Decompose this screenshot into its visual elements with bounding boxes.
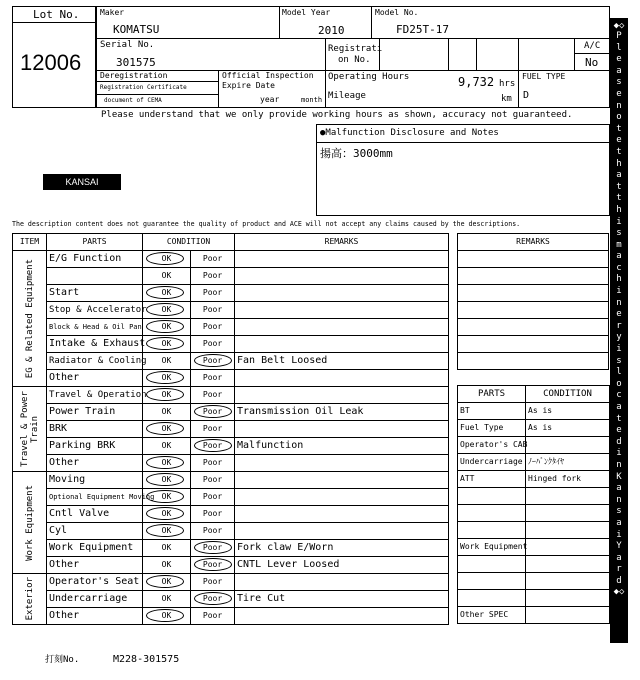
ok-label: OK xyxy=(161,458,172,467)
remark-cell: Malfunction xyxy=(235,438,449,455)
inspection-table xyxy=(12,233,449,625)
ok-cell xyxy=(143,370,191,387)
part-cell: Start xyxy=(47,285,143,302)
spec-part: BT xyxy=(458,403,526,420)
spec-part: Operator's CAB xyxy=(458,437,526,454)
remarks-cell xyxy=(458,353,609,370)
poor-cell xyxy=(191,540,235,557)
lot-number: 12006 xyxy=(20,50,82,75)
year-label: year xyxy=(260,95,280,104)
spec-row xyxy=(458,522,610,539)
disclaimer: The description content does not guarantee the quality of product and ACE will not accept any claims caused by the descriptions. xyxy=(12,220,521,228)
spec-row xyxy=(458,590,610,607)
remark-cell xyxy=(235,302,449,319)
official-inspection-label-1: Official Inspection xyxy=(222,71,314,80)
remark-cell: Fork claw E/Worn xyxy=(235,540,449,557)
part-cell: Travel & Operation xyxy=(47,387,143,404)
ok-label: OK xyxy=(161,322,172,331)
part-cell: Operator's Seat xyxy=(47,574,143,591)
remarks-row xyxy=(458,251,609,268)
poor-label: Poor xyxy=(202,407,223,416)
poor-label: Poor xyxy=(202,441,223,450)
fuel-type-label: FUEL TYPE xyxy=(522,72,566,81)
selected-oval xyxy=(194,354,232,367)
ok-cell xyxy=(143,591,191,608)
deregistration-label: Deregistration xyxy=(100,71,168,80)
ok-label: OK xyxy=(161,543,172,552)
item-group-label: Exterior xyxy=(24,577,35,621)
remarks-cell xyxy=(458,251,609,268)
ok-label: OK xyxy=(161,594,172,603)
item-group-cell xyxy=(13,251,47,387)
selected-oval xyxy=(194,558,232,571)
spec-condition xyxy=(526,573,610,590)
poor-label: Poor xyxy=(202,288,223,297)
table-row xyxy=(13,251,449,268)
poor-cell xyxy=(191,404,235,421)
remarks-row xyxy=(458,319,609,336)
lot-label: Lot No. xyxy=(33,8,80,21)
remark-cell xyxy=(235,608,449,625)
spec-condition xyxy=(526,522,610,539)
spec-row xyxy=(458,403,610,420)
selected-oval xyxy=(194,541,232,554)
ok-cell xyxy=(143,319,191,336)
poor-cell xyxy=(191,387,235,404)
remark-cell xyxy=(235,523,449,540)
diamond-icon: ◆◇ xyxy=(613,586,625,597)
poor-label: Poor xyxy=(202,594,223,603)
poor-label: Poor xyxy=(202,424,223,433)
part-cell: Undercarriage xyxy=(47,591,143,608)
part-cell xyxy=(47,268,143,285)
region-badge xyxy=(43,174,121,190)
selected-oval xyxy=(146,422,184,435)
model-no-label: Model No. xyxy=(375,8,419,17)
poor-cell xyxy=(191,336,235,353)
ok-cell xyxy=(143,608,191,625)
poor-label: Poor xyxy=(202,339,223,348)
remarks-row xyxy=(458,336,609,353)
ok-label: OK xyxy=(161,611,172,620)
ok-label: OK xyxy=(161,339,172,348)
table-row xyxy=(13,608,449,625)
table-row xyxy=(13,302,449,319)
ok-label: OK xyxy=(161,254,172,263)
spec-condition: As is xyxy=(526,420,610,437)
part-cell: Radiator & Cooling xyxy=(47,353,143,370)
spec-row xyxy=(458,454,610,471)
table-row xyxy=(13,370,449,387)
poor-cell xyxy=(191,591,235,608)
ok-cell xyxy=(143,285,191,302)
remarks-cell xyxy=(458,285,609,302)
poor-label: Poor xyxy=(202,492,223,501)
table-row xyxy=(13,523,449,540)
spec-part: Work Equipment xyxy=(458,539,526,556)
poor-cell xyxy=(191,523,235,540)
part-cell: Cyl xyxy=(47,523,143,540)
official-inspection-label-2: Expire Date xyxy=(222,81,275,90)
side-notice-text xyxy=(610,18,628,597)
poor-cell xyxy=(191,421,235,438)
item-group-cell xyxy=(13,472,47,574)
ok-cell xyxy=(143,336,191,353)
spec-row xyxy=(458,607,610,624)
spec-condition xyxy=(526,607,610,624)
poor-label: Poor xyxy=(202,322,223,331)
poor-label: Poor xyxy=(202,254,223,263)
ok-cell xyxy=(143,472,191,489)
ok-cell xyxy=(143,523,191,540)
remark-cell xyxy=(235,285,449,302)
mileage-label: Mileage xyxy=(328,91,366,101)
ac-value: No xyxy=(585,56,599,69)
poor-cell xyxy=(191,455,235,472)
table-row xyxy=(13,387,449,404)
serial-value: 301575 xyxy=(116,56,156,69)
remark-cell: Fan Belt Loosed xyxy=(235,353,449,370)
poor-label: Poor xyxy=(202,390,223,399)
poor-label: Poor xyxy=(202,611,223,620)
selected-oval xyxy=(194,405,232,418)
poor-label: Poor xyxy=(202,356,223,365)
spec-row xyxy=(458,437,610,454)
ok-cell xyxy=(143,455,191,472)
spec-condition xyxy=(526,556,610,573)
remark-cell xyxy=(235,472,449,489)
spec-part xyxy=(458,488,526,505)
spec-part: Undercarriage xyxy=(458,454,526,471)
hours-notice: Please understand that we only provide working hours as shown, accuracy not guaranteed. xyxy=(101,110,573,120)
region-badge-label: KANSAI xyxy=(65,177,99,187)
item-group-label: Travel & Power Train xyxy=(19,391,40,467)
right-remarks-header: REMARKS xyxy=(458,234,609,251)
poor-cell xyxy=(191,268,235,285)
ok-cell xyxy=(143,404,191,421)
ac-label: A/C xyxy=(584,41,601,51)
table-header-row xyxy=(13,234,449,251)
remark-cell xyxy=(235,506,449,523)
remark-cell xyxy=(235,336,449,353)
ok-label: OK xyxy=(161,356,172,365)
poor-cell xyxy=(191,472,235,489)
ok-cell xyxy=(143,387,191,404)
spec-part xyxy=(458,590,526,607)
right-parts-header: PARTS xyxy=(458,386,526,403)
remark-cell xyxy=(235,387,449,404)
remark-cell xyxy=(235,421,449,438)
spec-part xyxy=(458,522,526,539)
spec-row xyxy=(458,556,610,573)
hrs-unit: hrs xyxy=(499,79,516,89)
spec-condition: As is xyxy=(526,403,610,420)
table-row xyxy=(13,540,449,557)
selected-oval xyxy=(194,439,232,452)
serial-label: Serial No. xyxy=(100,40,155,50)
malfunction-text: 揚高：3000mm xyxy=(320,147,393,160)
side-notice-letters: Please note that this machinery is located in Kansai Yard xyxy=(616,31,628,586)
selected-oval xyxy=(194,592,232,605)
spec-row xyxy=(458,539,610,556)
part-cell: E/G Function xyxy=(47,251,143,268)
ok-cell xyxy=(143,438,191,455)
poor-label: Poor xyxy=(202,509,223,518)
poor-cell xyxy=(191,302,235,319)
spec-condition xyxy=(526,505,610,522)
table-row xyxy=(13,404,449,421)
part-cell: Other xyxy=(47,370,143,387)
operating-hours-label: Operating Hours xyxy=(328,72,410,82)
spec-part: ATT xyxy=(458,471,526,488)
malfunction-title: ●Malfunction Disclosure and Notes xyxy=(320,128,499,138)
remarks-row xyxy=(458,268,609,285)
poor-label: Poor xyxy=(202,475,223,484)
ok-cell xyxy=(143,302,191,319)
part-cell: Work Equipment xyxy=(47,540,143,557)
remarks-cell xyxy=(458,336,609,353)
spec-row xyxy=(458,488,610,505)
spec-part: Fuel Type xyxy=(458,420,526,437)
side-notice-bar xyxy=(610,18,628,643)
selected-oval xyxy=(146,575,184,588)
condition-header: CONDITION xyxy=(143,234,235,251)
part-cell: BRK xyxy=(47,421,143,438)
remark-cell: Tire Cut xyxy=(235,591,449,608)
ok-label: OK xyxy=(161,492,172,501)
part-cell: Other xyxy=(47,608,143,625)
ok-label: OK xyxy=(161,288,172,297)
stamp-label: 打刻No. xyxy=(45,655,80,665)
ok-cell xyxy=(143,251,191,268)
ok-label: OK xyxy=(161,373,172,382)
remarks-cell xyxy=(458,302,609,319)
poor-cell xyxy=(191,608,235,625)
remark-cell xyxy=(235,489,449,506)
poor-cell xyxy=(191,319,235,336)
table-row xyxy=(13,574,449,591)
ok-cell xyxy=(143,540,191,557)
spec-condition: ﾉｰﾊﾞﾝｸﾀｲﾔ xyxy=(526,454,610,471)
ok-cell xyxy=(143,574,191,591)
ok-cell xyxy=(143,557,191,574)
part-cell: Stop & Accelerator xyxy=(47,302,143,319)
ok-cell xyxy=(143,268,191,285)
ok-cell xyxy=(143,506,191,523)
spec-part xyxy=(458,573,526,590)
remarks-cell xyxy=(458,268,609,285)
registration-label-2: on No. xyxy=(338,55,371,65)
maker-label: Maker xyxy=(100,8,125,17)
ok-label: OK xyxy=(161,390,172,399)
spec-row xyxy=(458,420,610,437)
part-cell: Block & Head & Oil Pan xyxy=(47,319,143,336)
poor-cell xyxy=(191,557,235,574)
poor-cell xyxy=(191,285,235,302)
selected-oval xyxy=(146,473,184,486)
ok-label: OK xyxy=(161,305,172,314)
selected-oval xyxy=(146,320,184,333)
part-cell: Other xyxy=(47,455,143,472)
selected-oval xyxy=(146,303,184,316)
item-group-label: EG & Related Equipment xyxy=(24,258,35,379)
ok-cell xyxy=(143,489,191,506)
selected-oval xyxy=(146,371,184,384)
ok-label: OK xyxy=(161,577,172,586)
month-label: month xyxy=(301,96,323,104)
ok-label: OK xyxy=(161,526,172,535)
item-group-cell xyxy=(13,574,47,625)
registration-label-1: Registrati xyxy=(328,44,383,54)
ok-label: OK xyxy=(161,560,172,569)
table-row xyxy=(13,472,449,489)
remark-cell xyxy=(235,370,449,387)
remark-cell: Transmission Oil Leak xyxy=(235,404,449,421)
poor-cell xyxy=(191,370,235,387)
item-group-label: Work Equipment xyxy=(24,484,35,561)
table-row xyxy=(13,268,449,285)
poor-cell xyxy=(191,353,235,370)
ok-label: OK xyxy=(161,509,172,518)
selected-oval xyxy=(146,524,184,537)
operating-hours-value: 9,732 xyxy=(458,75,495,89)
selected-oval xyxy=(146,286,184,299)
poor-label: Poor xyxy=(202,560,223,569)
item-header: ITEM xyxy=(13,234,47,251)
selected-oval xyxy=(146,337,184,350)
maker-value: KOMATSU xyxy=(113,23,160,36)
spec-row xyxy=(458,505,610,522)
selected-oval xyxy=(146,507,184,520)
remarks-row xyxy=(458,285,609,302)
poor-cell xyxy=(191,251,235,268)
ok-label: OK xyxy=(161,441,172,450)
table-row xyxy=(13,421,449,438)
parts-header: PARTS xyxy=(47,234,143,251)
stamp-value: M228-301575 xyxy=(113,654,180,665)
spec-part: Other SPEC xyxy=(458,607,526,624)
poor-cell xyxy=(191,438,235,455)
poor-label: Poor xyxy=(202,458,223,467)
model-year-label: Model Year xyxy=(282,8,331,17)
table-row xyxy=(13,438,449,455)
poor-label: Poor xyxy=(202,526,223,535)
selected-oval xyxy=(146,609,184,622)
selected-oval xyxy=(146,252,184,265)
part-cell: Parking BRK xyxy=(47,438,143,455)
part-cell: Intake & Exhaust xyxy=(47,336,143,353)
poor-label: Poor xyxy=(202,543,223,552)
remark-cell: CNTL Lever Loosed xyxy=(235,557,449,574)
ok-label: OK xyxy=(161,271,172,280)
part-cell: Optional Equipment Moving xyxy=(47,489,143,506)
remark-cell xyxy=(235,455,449,472)
ok-cell xyxy=(143,421,191,438)
spec-part xyxy=(458,505,526,522)
poor-label: Poor xyxy=(202,305,223,314)
part-cell: Other xyxy=(47,557,143,574)
remarks-cell xyxy=(458,319,609,336)
remarks-header: REMARKS xyxy=(235,234,449,251)
right-remarks-table xyxy=(457,233,609,370)
ok-label: OK xyxy=(161,407,172,416)
table-row xyxy=(13,319,449,336)
poor-cell xyxy=(191,506,235,523)
remark-cell xyxy=(235,268,449,285)
part-cell: Cntl Valve xyxy=(47,506,143,523)
spec-condition: Hinged fork xyxy=(526,471,610,488)
spec-condition xyxy=(526,539,610,556)
remarks-row xyxy=(458,353,609,370)
table-row xyxy=(13,591,449,608)
table-row xyxy=(13,285,449,302)
spec-row xyxy=(458,471,610,488)
km-unit: km xyxy=(501,94,512,104)
table-row xyxy=(13,506,449,523)
spec-condition xyxy=(526,437,610,454)
selected-oval xyxy=(146,490,184,503)
part-cell: Moving xyxy=(47,472,143,489)
table-row xyxy=(13,353,449,370)
table-row xyxy=(13,489,449,506)
table-row xyxy=(13,336,449,353)
ok-label: OK xyxy=(161,475,172,484)
part-cell: Power Train xyxy=(47,404,143,421)
spec-part xyxy=(458,556,526,573)
cema-label: document of CEMA xyxy=(104,97,162,104)
model-year-value: 2010 xyxy=(318,24,345,37)
remark-cell xyxy=(235,574,449,591)
spec-condition xyxy=(526,590,610,607)
poor-label: Poor xyxy=(202,271,223,280)
poor-label: Poor xyxy=(202,373,223,382)
model-no-value: FD25T-17 xyxy=(396,23,449,36)
right-condition-header: CONDITION xyxy=(526,386,610,403)
item-group-cell xyxy=(13,387,47,472)
selected-oval xyxy=(146,388,184,401)
remarks-row xyxy=(458,302,609,319)
table-row xyxy=(13,557,449,574)
right-parts-table xyxy=(457,385,610,624)
table-row xyxy=(13,455,449,472)
poor-label: Poor xyxy=(202,577,223,586)
registration-certificate-label: Registration Certificate xyxy=(100,84,187,91)
fuel-type-value: D xyxy=(523,90,530,101)
poor-cell xyxy=(191,574,235,591)
diamond-icon: ◆◇ xyxy=(613,21,625,31)
spec-condition xyxy=(526,488,610,505)
poor-cell xyxy=(191,489,235,506)
ok-label: OK xyxy=(161,424,172,433)
selected-oval xyxy=(146,456,184,469)
spec-row xyxy=(458,573,610,590)
ok-cell xyxy=(143,353,191,370)
remark-cell xyxy=(235,319,449,336)
remark-cell xyxy=(235,251,449,268)
